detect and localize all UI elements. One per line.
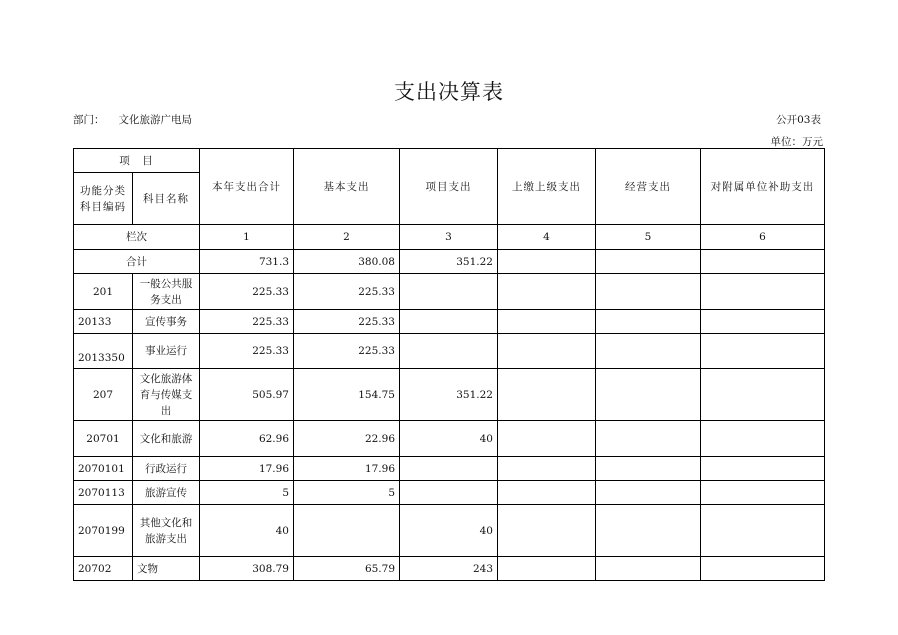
col-index-label: 栏次 bbox=[74, 225, 200, 250]
row-name: 一般公共服务支出 bbox=[133, 274, 200, 310]
col-index-num: 4 bbox=[498, 225, 596, 250]
table-row bbox=[74, 557, 825, 581]
header-item: 项 目 bbox=[74, 149, 200, 173]
table-row bbox=[74, 457, 825, 481]
row-value: 225.33 bbox=[200, 334, 294, 369]
row-value bbox=[498, 481, 596, 505]
expenditure-table bbox=[73, 148, 825, 581]
row-value bbox=[498, 334, 596, 369]
row-value bbox=[596, 505, 701, 557]
table-row bbox=[74, 505, 825, 557]
table-row bbox=[74, 421, 825, 457]
row-value: 22.96 bbox=[294, 421, 400, 457]
row-value bbox=[596, 274, 701, 310]
row-value: 40 bbox=[400, 421, 498, 457]
row-value: 5 bbox=[294, 481, 400, 505]
header-business: 经营支出 bbox=[596, 149, 701, 225]
row-name: 宣传事务 bbox=[133, 310, 200, 334]
header-project: 项目支出 bbox=[400, 149, 498, 225]
page-title: 支出决算表 bbox=[394, 80, 504, 104]
row-name: 旅游宣传 bbox=[133, 481, 200, 505]
row-value bbox=[498, 369, 596, 421]
row-value: 351.22 bbox=[400, 369, 498, 421]
total-value: 380.08 bbox=[294, 250, 400, 274]
row-code: 20702 bbox=[74, 557, 133, 581]
header-basic: 基本支出 bbox=[294, 149, 400, 225]
row-value: 17.96 bbox=[200, 457, 294, 481]
total-value bbox=[701, 250, 825, 274]
table-row bbox=[74, 274, 825, 310]
header-superior: 上缴上级支出 bbox=[498, 149, 596, 225]
row-value bbox=[498, 557, 596, 581]
row-name: 文化和旅游 bbox=[133, 421, 200, 457]
row-value bbox=[596, 481, 701, 505]
header-func-code: 功能分类科目编码 bbox=[74, 173, 133, 225]
total-label: 合计 bbox=[74, 250, 200, 274]
col-index-num: 3 bbox=[400, 225, 498, 250]
col-index-num: 6 bbox=[701, 225, 825, 250]
row-value: 225.33 bbox=[200, 274, 294, 310]
total-value: 351.22 bbox=[400, 250, 498, 274]
row-value bbox=[400, 334, 498, 369]
row-code: 20701 bbox=[74, 421, 133, 457]
row-value bbox=[596, 369, 701, 421]
row-code: 201 bbox=[74, 274, 133, 310]
row-code: 2070113 bbox=[74, 481, 133, 505]
row-value bbox=[701, 334, 825, 369]
total-value bbox=[498, 250, 596, 274]
row-value bbox=[498, 421, 596, 457]
row-value bbox=[701, 369, 825, 421]
row-value bbox=[701, 421, 825, 457]
row-value bbox=[596, 457, 701, 481]
table-row bbox=[74, 334, 825, 369]
row-value: 225.33 bbox=[294, 310, 400, 334]
row-code: 2013350 bbox=[74, 334, 133, 369]
row-value: 17.96 bbox=[294, 457, 400, 481]
row-code: 20133 bbox=[74, 310, 133, 334]
table-row bbox=[74, 481, 825, 505]
row-value: 505.97 bbox=[200, 369, 294, 421]
department-info bbox=[73, 112, 192, 127]
row-code: 207 bbox=[74, 369, 133, 421]
row-name: 行政运行 bbox=[133, 457, 200, 481]
row-value bbox=[701, 457, 825, 481]
table-row bbox=[74, 310, 825, 334]
department-label: 部门： bbox=[73, 114, 105, 126]
unit-label: 单位：万元 bbox=[770, 136, 823, 148]
form-number: 公开03表 bbox=[776, 114, 821, 126]
col-index-num: 2 bbox=[294, 225, 400, 250]
total-row bbox=[74, 250, 825, 274]
row-name: 文化旅游体育与传媒支出 bbox=[133, 369, 200, 421]
row-value: 225.33 bbox=[200, 310, 294, 334]
row-value: 5 bbox=[200, 481, 294, 505]
row-value bbox=[596, 421, 701, 457]
row-value: 40 bbox=[400, 505, 498, 557]
header-subject-name: 科目名称 bbox=[133, 173, 200, 225]
row-name: 文物 bbox=[133, 557, 200, 581]
row-value bbox=[701, 274, 825, 310]
table-row bbox=[74, 369, 825, 421]
row-code: 2070199 bbox=[74, 505, 133, 557]
row-value bbox=[400, 310, 498, 334]
row-value bbox=[498, 505, 596, 557]
row-value bbox=[400, 274, 498, 310]
row-value bbox=[701, 481, 825, 505]
row-value bbox=[596, 334, 701, 369]
row-value: 243 bbox=[400, 557, 498, 581]
row-value: 62.96 bbox=[200, 421, 294, 457]
row-value bbox=[498, 274, 596, 310]
total-value bbox=[596, 250, 701, 274]
row-value bbox=[596, 557, 701, 581]
department-name: 文化旅游广电局 bbox=[118, 114, 192, 126]
col-index-num: 1 bbox=[200, 225, 294, 250]
row-value: 65.79 bbox=[294, 557, 400, 581]
header-total: 本年支出合计 bbox=[200, 149, 294, 225]
header-subsidy: 对附属单位补助支出 bbox=[701, 149, 825, 225]
row-value bbox=[400, 481, 498, 505]
row-name: 事业运行 bbox=[133, 334, 200, 369]
row-value bbox=[498, 310, 596, 334]
row-value bbox=[294, 505, 400, 557]
row-value: 154.75 bbox=[294, 369, 400, 421]
row-value bbox=[596, 310, 701, 334]
row-value: 225.33 bbox=[294, 274, 400, 310]
row-value bbox=[701, 310, 825, 334]
row-value bbox=[701, 505, 825, 557]
col-index-num: 5 bbox=[596, 225, 701, 250]
row-value bbox=[400, 457, 498, 481]
row-code: 2070101 bbox=[74, 457, 133, 481]
row-value: 308.79 bbox=[200, 557, 294, 581]
row-value: 40 bbox=[200, 505, 294, 557]
row-name: 其他文化和旅游支出 bbox=[133, 505, 200, 557]
total-value: 731.3 bbox=[200, 250, 294, 274]
row-value bbox=[701, 557, 825, 581]
row-value bbox=[498, 457, 596, 481]
row-value: 225.33 bbox=[294, 334, 400, 369]
